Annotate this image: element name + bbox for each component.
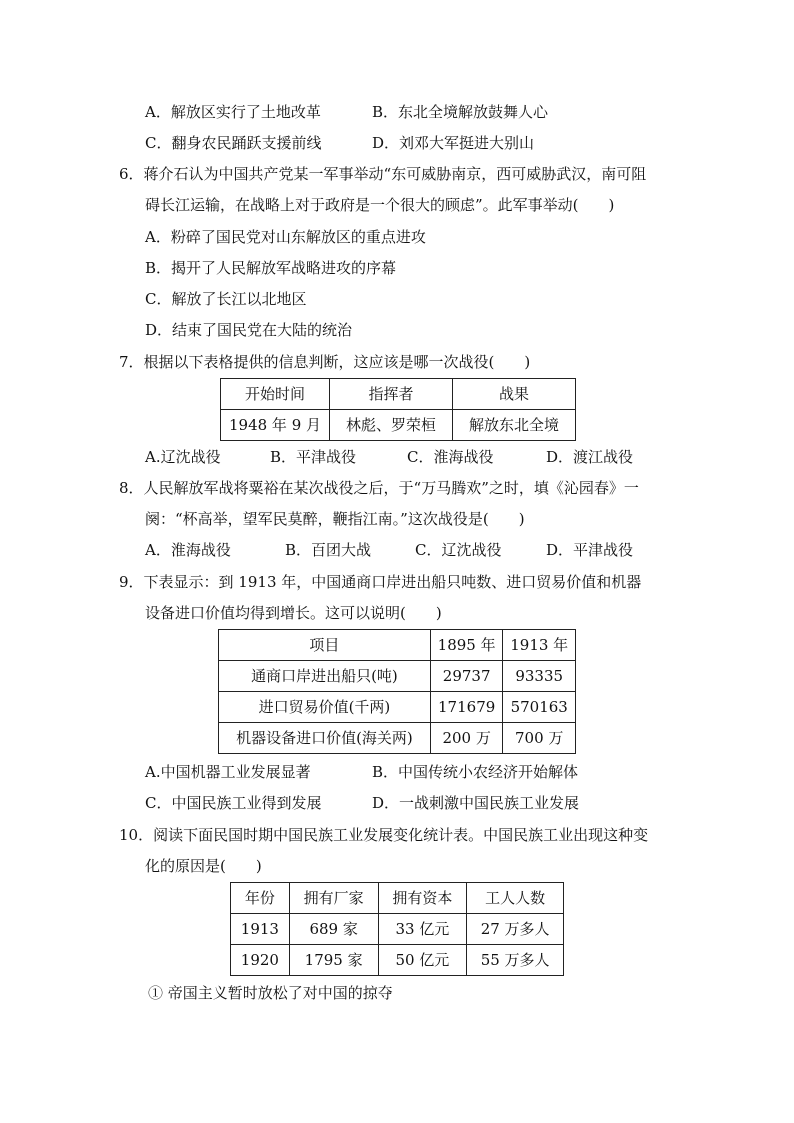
table-header-row	[219, 630, 576, 661]
table-header-row	[221, 379, 576, 410]
q6-option-b: B．揭开了人民解放军战略进攻的序幕	[145, 259, 397, 277]
table-cell: 林彪、罗荣桓	[330, 410, 453, 441]
table-cell: 570163	[503, 692, 576, 723]
table-cell: 171679	[430, 692, 503, 723]
table-cell: 机器设备进口价值(海关两)	[219, 723, 431, 754]
q9-option-d: D．一战刺激中国民族工业发展	[372, 794, 580, 812]
table-cell: 战果	[453, 379, 576, 410]
q5-option-b: B．东北全境解放鼓舞人心	[372, 103, 549, 121]
table-row	[231, 945, 564, 976]
q10-stem-line1: 10．阅读下面民国时期中国民族工业发展变化统计表。中国民族工业出现这种变	[119, 826, 649, 844]
q9-option-b: B．中国传统小农经济开始解体	[372, 763, 579, 781]
table-cell: 1920	[231, 945, 290, 976]
q9-table	[218, 629, 576, 754]
table-row	[231, 914, 564, 945]
q10-stem-line2: 化的原因是( )	[145, 857, 262, 875]
table-cell: 29737	[430, 661, 503, 692]
table-row	[219, 723, 576, 754]
q6-option-a: A．粉碎了国民党对山东解放区的重点进攻	[145, 228, 426, 246]
table-cell: 1795 家	[289, 945, 378, 976]
table-row	[221, 410, 576, 441]
table-cell: 拥有厂家	[289, 883, 378, 914]
table-row	[219, 661, 576, 692]
q8-option-d: D．平津战役	[546, 541, 634, 559]
table-cell: 1895 年	[430, 630, 503, 661]
q7-table	[220, 378, 576, 441]
q8-option-b: B．百团大战	[285, 541, 372, 559]
q9-option-c: C．中国民族工业得到发展	[145, 794, 322, 812]
q5-option-c: C．翻身农民踊跃支援前线	[145, 134, 322, 152]
q9-stem-line2: 设备进口价值均得到增长。这可以说明( )	[145, 604, 442, 622]
table-cell: 项目	[219, 630, 431, 661]
q5-option-d: D．刘邓大军挺进大别山	[372, 134, 535, 152]
table-cell: 55 万多人	[467, 945, 564, 976]
q6-option-d: D．结束了国民党在大陆的统治	[145, 321, 353, 339]
q7-option-c: C．淮海战役	[407, 448, 494, 466]
table-cell: 指挥者	[330, 379, 453, 410]
q7-option-b: B．平津战役	[270, 448, 357, 466]
q7-stem: 7．根据以下表格提供的信息判断，这应该是哪一次战役( )	[119, 353, 531, 371]
q9-stem-line1: 9．下表显示：到 1913 年，中国通商口岸进出船只吨数、进口贸易价值和机器	[119, 573, 642, 591]
table-cell: 工人人数	[467, 883, 564, 914]
q5-option-a: A．解放区实行了土地改革	[145, 103, 321, 121]
table-cell: 通商口岸进出船只(吨)	[219, 661, 431, 692]
q10-table	[230, 882, 564, 976]
table-cell: 1948 年 9 月	[221, 410, 330, 441]
table-header-row	[231, 883, 564, 914]
q8-stem-line2: 阕：“杯高举，望军民莫醉，鞭指江南。”这次战役是( )	[145, 510, 525, 528]
q6-stem-line1: 6．蒋介石认为中国共产党某一军事举动“东可威胁南京，西可威胁武汉，南可阻	[119, 165, 647, 183]
table-cell: 进口贸易价值(千两)	[219, 692, 431, 723]
table-cell: 1913 年	[503, 630, 576, 661]
table-cell: 拥有资本	[378, 883, 467, 914]
q7-option-a: A.辽沈战役	[145, 448, 221, 466]
q8-option-a: A．淮海战役	[145, 541, 231, 559]
table-cell: 200 万	[430, 723, 503, 754]
table-cell: 33 亿元	[378, 914, 467, 945]
table-cell: 689 家	[289, 914, 378, 945]
q10-item-1: ① 帝国主义暂时放松了对中国的掠夺	[148, 984, 393, 1002]
table-cell: 开始时间	[221, 379, 330, 410]
table-cell: 93335	[503, 661, 576, 692]
q6-option-c: C．解放了长江以北地区	[145, 290, 307, 308]
table-row	[219, 692, 576, 723]
q8-option-c: C．辽沈战役	[415, 541, 502, 559]
q7-option-d: D．渡江战役	[546, 448, 634, 466]
q6-stem-line2: 碍长江运输，在战略上对于政府是一个很大的顾虑”。此军事举动( )	[145, 196, 615, 214]
table-cell: 50 亿元	[378, 945, 467, 976]
table-cell: 解放东北全境	[453, 410, 576, 441]
q8-stem-line1: 8．人民解放军战将粟裕在某次战役之后，于“万马腾欢”之时，填《沁园春》一	[119, 479, 639, 497]
table-cell: 27 万多人	[467, 914, 564, 945]
table-cell: 1913	[231, 914, 290, 945]
q9-option-a: A.中国机器工业发展显著	[145, 763, 311, 781]
table-cell: 700 万	[503, 723, 576, 754]
table-cell: 年份	[231, 883, 290, 914]
